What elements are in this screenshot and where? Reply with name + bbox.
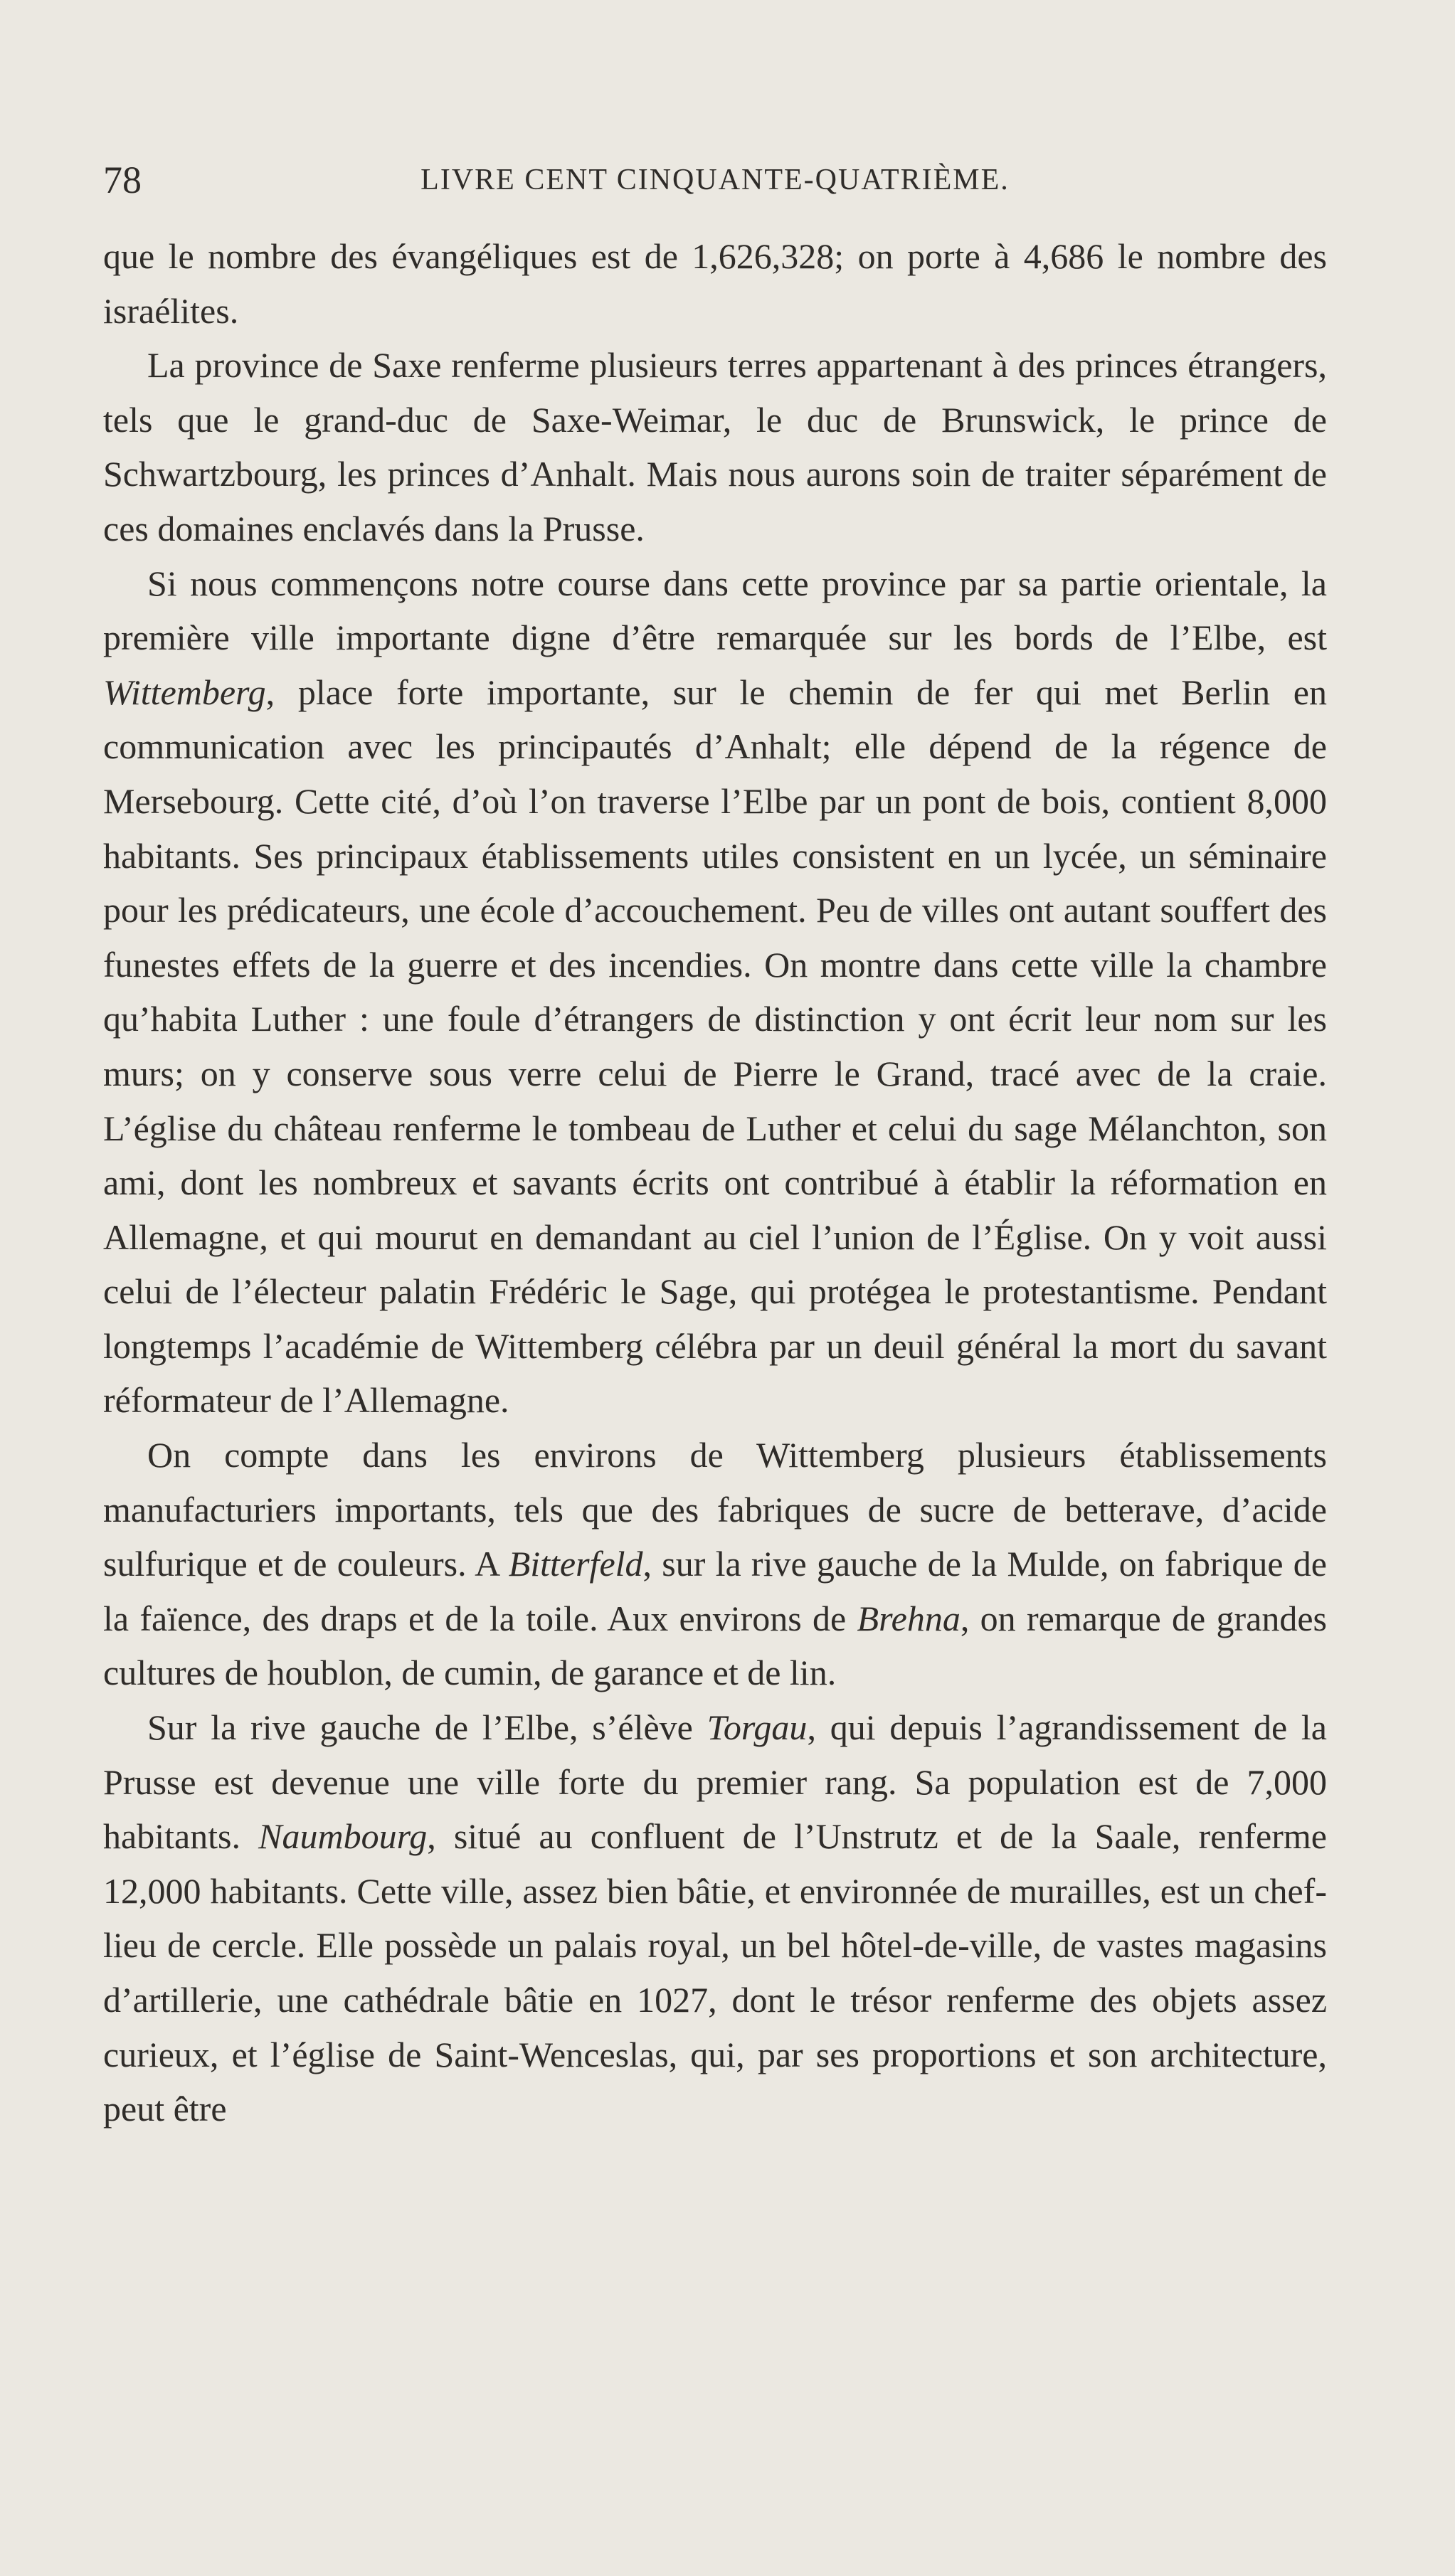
text-run: , situé au confluent de l’Unstrutz et de la Saale, renferme 12,000 habitants. Cette ville, assez bien bâtie, et environnée de murailles, est un chef-lieu de cercle. Elle possède un palais royal, un bel hôtel-de-ville, de vastes magasins d’artillerie, une cathédrale bâtie en 1027, dont le trésor renferme des objets assez curieux, et l’église de Saint-Wenceslas, qui, par ses proportions et son architecture, peut être — [103, 1816, 1327, 2129]
page-number: 78 — [103, 159, 142, 201]
text-run: , on remarque de grandes cultures de houblon, de cumin, de garance et de lin. — [103, 1598, 1327, 1693]
place-name: Torgau — [707, 1707, 808, 1748]
paragraph — [103, 229, 1327, 338]
text-run: , place forte importante, sur le chemin de fer qui met Berlin en communication avec les principautés d’Anhalt; elle dépend de la régence de Mersebourg. Cette cité, d’où l’on traverse l’Elbe par un pont de bois, contient 8,000 habitants. Ses principaux établissements utiles consistent en un lycée, un séminaire pour les prédicateurs, une école d’accouchement. Peu de villes ont autant souffert des funestes effets de la guerre et des incendies. On montre dans cette ville la chambre qu’habita Luther : une foule d’étrangers de distinction y ont écrit leur nom sur les murs; on y conserve sous verre celui de Pierre le Grand, tracé avec de la craie. L’église du château renferme le tombeau de Luther et celui du sage Mélanchton, son ami, dont les nombreux et savants écrits ont contribué à établir la réformation en Allemagne, et qui mourut en demandant au ciel l’union de l’Église. On y voit aussi celui de l’électeur palatin Frédéric le Sage, qui protégea le protestantisme. Pendant longtemps l’académie de Wittemberg célébra par un deuil général la mort du savant réformateur de l’Allemagne. — [103, 672, 1327, 1421]
text-run: On compte dans les environs de Wittemberg plusieurs établissements manufacturiers importants, tels que des fabriques de sucre de betterave, d’acide sulfurique et de couleurs. A — [103, 1435, 1327, 1584]
place-name: Wittemberg — [103, 672, 266, 712]
paragraph — [103, 556, 1327, 1429]
paragraph — [103, 1700, 1327, 2136]
running-title: LIVRE CENT CINQUANTE-QUATRIÈME. — [420, 164, 1010, 196]
paragraph — [103, 338, 1327, 556]
text-run: , sur la rive gauche de la Mulde, on fabrique de la faïence, des draps et de la toile. Aux environs de — [103, 1544, 1327, 1638]
paragraph — [103, 1428, 1327, 1700]
page-header — [103, 155, 1327, 205]
place-name: Bitterfeld — [508, 1544, 643, 1584]
text-run: Sur la rive gauche de l’Elbe, s’élève — [147, 1707, 707, 1748]
text-run: La province de Saxe renferme plusieurs terres appartenant à des princes étrangers, tels que le grand-duc de Saxe-Weimar, le duc de Brunswick, le prince de Schwartzbourg, les princes d’Anhalt. Mais nous aurons soin de traiter séparément de ces domaines enclavés dans la Prusse. — [103, 345, 1327, 548]
text-run: Si nous commençons notre course dans cette province par sa partie orientale, la première ville importante digne d’être remarquée sur les bords de l’Elbe, est — [103, 563, 1327, 658]
text-run: que le nombre des évangéliques est de 1,626,328; on porte à 4,686 le nombre des israélites. — [103, 236, 1327, 331]
body-text — [103, 229, 1327, 2136]
text-run: , qui depuis l’agrandissement de la Prusse est devenue une ville forte du premier rang. Sa population est de 7,000 habitants. — [103, 1707, 1327, 1857]
place-name: Brehna — [857, 1598, 961, 1638]
place-name: Naumbourg — [258, 1816, 428, 1857]
